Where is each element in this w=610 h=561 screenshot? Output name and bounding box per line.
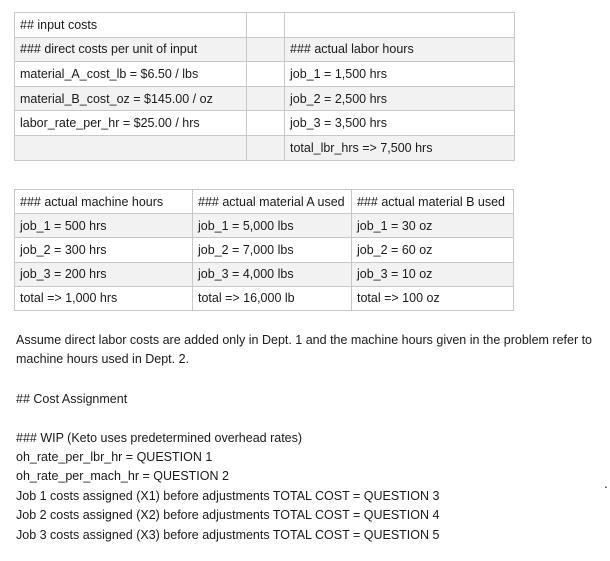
input-costs-table xyxy=(14,12,515,161)
table-cell: material_A_cost_lb = $6.50 / lbs xyxy=(15,62,247,87)
table-cell: ### direct costs per unit of input xyxy=(15,37,247,62)
table-cell xyxy=(247,62,285,87)
table-cell: ### actual labor hours xyxy=(285,37,515,62)
table-cell: ### actual material A used xyxy=(193,190,352,214)
table-cell: job_1 = 1,500 hrs xyxy=(285,62,515,87)
table-cell: material_B_cost_oz = $145.00 / oz xyxy=(15,86,247,111)
table-cell: job_3 = 200 hrs xyxy=(15,262,193,286)
table-cell xyxy=(247,37,285,62)
table-row xyxy=(15,62,515,87)
table-cell: total => 1,000 hrs xyxy=(15,286,193,310)
table-row xyxy=(15,262,514,286)
question-line: oh_rate_per_mach_hr = QUESTION 2 xyxy=(16,469,229,483)
table-cell: job_1 = 30 oz xyxy=(352,214,514,238)
table-cell: job_2 = 60 oz xyxy=(352,238,514,262)
table-cell xyxy=(247,135,285,160)
table-cell xyxy=(285,13,515,38)
table-row xyxy=(15,286,514,310)
table-row xyxy=(15,135,515,160)
actual-usage-table xyxy=(14,189,514,311)
table-cell: job_1 = 5,000 lbs xyxy=(193,214,352,238)
table-cell xyxy=(247,86,285,111)
table-cell: ### actual machine hours xyxy=(15,190,193,214)
table-cell: total_lbr_hrs => 7,500 hrs xyxy=(285,135,515,160)
table-cell: job_3 = 4,000 lbs xyxy=(193,262,352,286)
cost-assignment-heading: ## Cost Assignment xyxy=(16,392,128,406)
question-line: Job 1 costs assigned (X1) before adjustments TOTAL COST = QUESTION 3 xyxy=(16,489,440,503)
table-row xyxy=(15,190,514,214)
table-row xyxy=(15,37,515,62)
table-cell: labor_rate_per_hr = $25.00 / hrs xyxy=(15,111,247,136)
question-line: Job 2 costs assigned (X2) before adjustments TOTAL COST = QUESTION 4 xyxy=(16,508,440,522)
table-cell: job_1 = 500 hrs xyxy=(15,214,193,238)
table-cell: job_2 = 300 hrs xyxy=(15,238,193,262)
table-cell xyxy=(247,13,285,38)
table-row xyxy=(15,111,515,136)
table-cell xyxy=(15,135,247,160)
table-row xyxy=(15,13,515,38)
table-cell: job_2 = 2,500 hrs xyxy=(285,86,515,111)
table-cell: job_3 = 3,500 hrs xyxy=(285,111,515,136)
table-cell: job_3 = 10 oz xyxy=(352,262,514,286)
table-row xyxy=(15,238,514,262)
question-line: Job 3 costs assigned (X3) before adjustments TOTAL COST = QUESTION 5 xyxy=(16,528,440,542)
table-cell: ## input costs xyxy=(15,13,247,38)
table-cell: job_2 = 7,000 lbs xyxy=(193,238,352,262)
table-cell: ### actual material B used xyxy=(352,190,514,214)
table-cell xyxy=(247,111,285,136)
table-row xyxy=(15,214,514,238)
assumption-paragraph: Assume direct labor costs are added only in Dept. 1 and the machine hours given in the problem refer to machine hours used in Dept. 2. xyxy=(16,333,593,366)
question-line: oh_rate_per_lbr_hr = QUESTION 1 xyxy=(16,450,213,464)
table-row xyxy=(15,86,515,111)
table-cell: total => 100 oz xyxy=(352,286,514,310)
stray-mark: . xyxy=(604,475,608,491)
wip-heading: ### WIP (Keto uses predetermined overhead rates) xyxy=(16,431,303,445)
table-cell: total => 16,000 lb xyxy=(193,286,352,310)
